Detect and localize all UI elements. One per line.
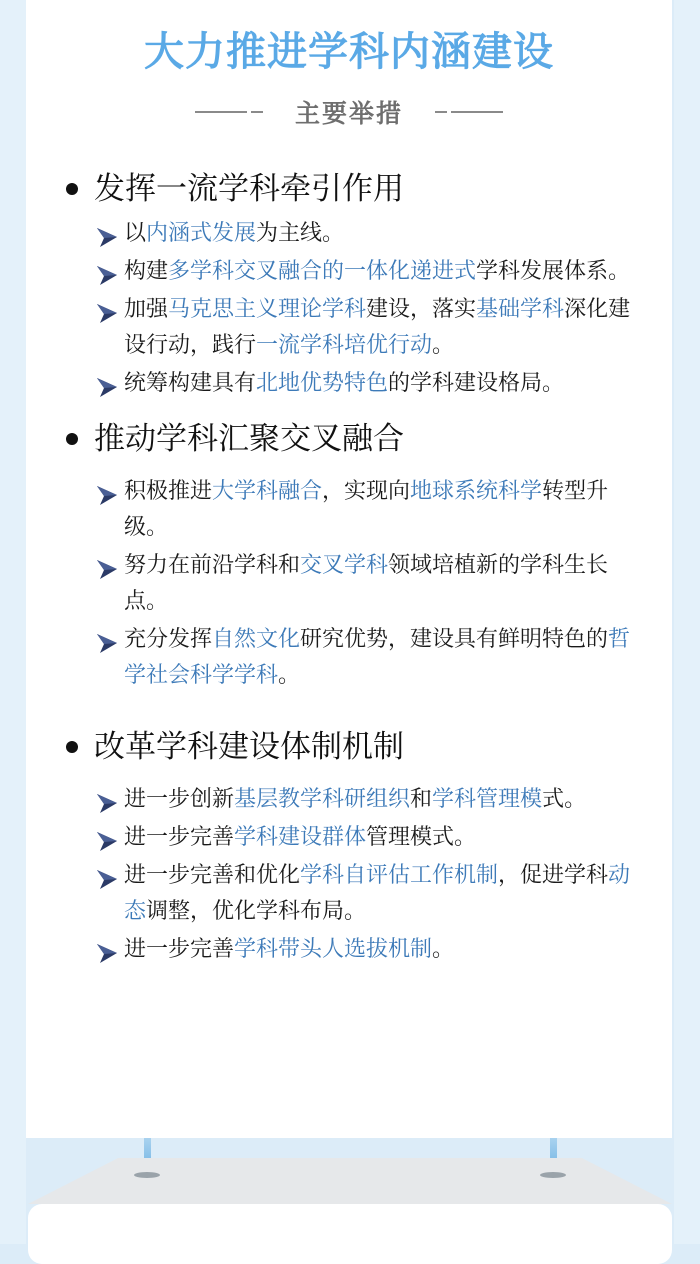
section-heading-text: 改革学科建设体制机制	[94, 729, 404, 765]
section-2	[62, 416, 646, 694]
item-text: 加强	[124, 297, 169, 322]
arrow-right-icon	[96, 790, 118, 812]
item-text: 进一步完善	[124, 937, 235, 962]
item-text: 。	[432, 937, 455, 962]
arrow-right-icon	[96, 374, 118, 396]
highlight-text: 北地优势特色	[256, 371, 389, 396]
item-text: 研究优势，建设具有鲜明特色的	[300, 627, 609, 652]
highlight-text: 大学科融合	[212, 479, 323, 504]
section-3	[62, 724, 646, 968]
bullet-icon	[66, 183, 78, 195]
list-item	[62, 820, 646, 856]
measures-list	[62, 166, 646, 970]
subtitle: 主要举措	[294, 99, 403, 128]
section-items	[62, 782, 646, 968]
item-text: 为主线。	[256, 221, 345, 246]
subtitle-right-line	[431, 111, 503, 113]
item-text: 进一步完善	[124, 825, 235, 850]
highlight-text: 交叉学科	[300, 553, 389, 578]
content-card	[26, 0, 672, 1138]
section-items	[62, 474, 646, 694]
next-card	[28, 1204, 672, 1264]
list-item	[62, 932, 646, 968]
bullet-icon	[66, 433, 78, 445]
right-border-stripe	[674, 0, 700, 1244]
list-item	[62, 858, 646, 930]
highlight-text: 内涵式发展	[146, 221, 257, 246]
section-heading	[62, 416, 646, 462]
item-text: 式。	[542, 787, 587, 812]
item-text: 构建	[124, 259, 169, 284]
item-text: 进一步创新	[124, 787, 235, 812]
highlight-text: 学科管理模	[432, 787, 543, 812]
list-item	[62, 474, 646, 546]
arrow-right-icon	[96, 866, 118, 888]
item-text: ，实现向	[322, 479, 411, 504]
item-text: 充分发挥	[124, 627, 213, 652]
arrow-right-icon	[96, 940, 118, 962]
highlight-text: 多学科交叉融合的一体化递进式	[168, 259, 477, 284]
item-text: 。	[432, 333, 455, 358]
arrow-right-icon	[96, 482, 118, 504]
highlight-text: 学科带头人选拔机制	[234, 937, 433, 962]
item-text: 和	[410, 787, 433, 812]
item-text: 进一步完善和优化	[124, 863, 301, 888]
item-text: 调整，优化学科布局。	[146, 899, 367, 924]
subtitle-left-line	[195, 111, 267, 113]
item-text: 转型升级。	[124, 479, 609, 540]
item-text: 以	[124, 221, 147, 246]
arrow-right-icon	[96, 300, 118, 322]
display-stand	[28, 1158, 672, 1204]
left-border-stripe	[0, 0, 26, 1244]
section-items	[62, 216, 646, 402]
item-text: 的学科建设格局。	[388, 371, 565, 396]
highlight-text: 学科建设群体	[234, 825, 367, 850]
list-item	[62, 782, 646, 818]
highlight-text: 地球系统科学	[410, 479, 543, 504]
arrow-right-icon	[96, 828, 118, 850]
highlight-text: 学科自评估工作机制	[300, 863, 499, 888]
arrow-right-icon	[96, 262, 118, 284]
section-heading	[62, 166, 646, 212]
section-1	[62, 166, 646, 402]
subtitle-row	[26, 92, 672, 132]
list-item	[62, 548, 646, 620]
item-text: 学科发展体系。	[476, 259, 631, 284]
item-text: 积极推进	[124, 479, 213, 504]
list-item	[62, 216, 646, 252]
highlight-text: 马克思主义理论学科	[168, 297, 367, 322]
item-text: 努力在前沿学科和	[124, 553, 301, 578]
page-title: 大力推进学科内涵建设	[144, 29, 554, 75]
list-item	[62, 292, 646, 364]
section-heading-text: 发挥一流学科牵引作用	[94, 171, 404, 207]
arrow-right-icon	[96, 556, 118, 578]
pole-base-left	[134, 1172, 160, 1178]
highlight-text: 自然文化	[212, 627, 301, 652]
highlight-text: 动态	[124, 863, 631, 924]
item-text: 领域培植新的学科生长点。	[124, 553, 609, 614]
item-text: 深化建设行动，践行	[124, 297, 631, 358]
list-item	[62, 366, 646, 402]
highlight-text: 基础学科	[476, 297, 565, 322]
highlight-text: 一流学科培优行动	[256, 333, 433, 358]
item-text: 建设，落实	[366, 297, 477, 322]
item-text: ，促进学科	[498, 863, 609, 888]
arrow-right-icon	[96, 630, 118, 652]
bullet-icon	[66, 741, 78, 753]
highlight-text: 哲学社会科学学科	[124, 627, 631, 688]
section-heading	[62, 724, 646, 770]
list-item	[62, 254, 646, 290]
list-item	[62, 622, 646, 694]
section-heading-text: 推动学科汇聚交叉融合	[94, 421, 404, 457]
pole-base-right	[540, 1172, 566, 1178]
highlight-text: 基层教学科研组织	[234, 787, 411, 812]
item-text: 统筹构建具有	[124, 371, 257, 396]
item-text: 。	[278, 663, 301, 688]
arrow-right-icon	[96, 224, 118, 246]
item-text: 管理模式。	[366, 825, 477, 850]
